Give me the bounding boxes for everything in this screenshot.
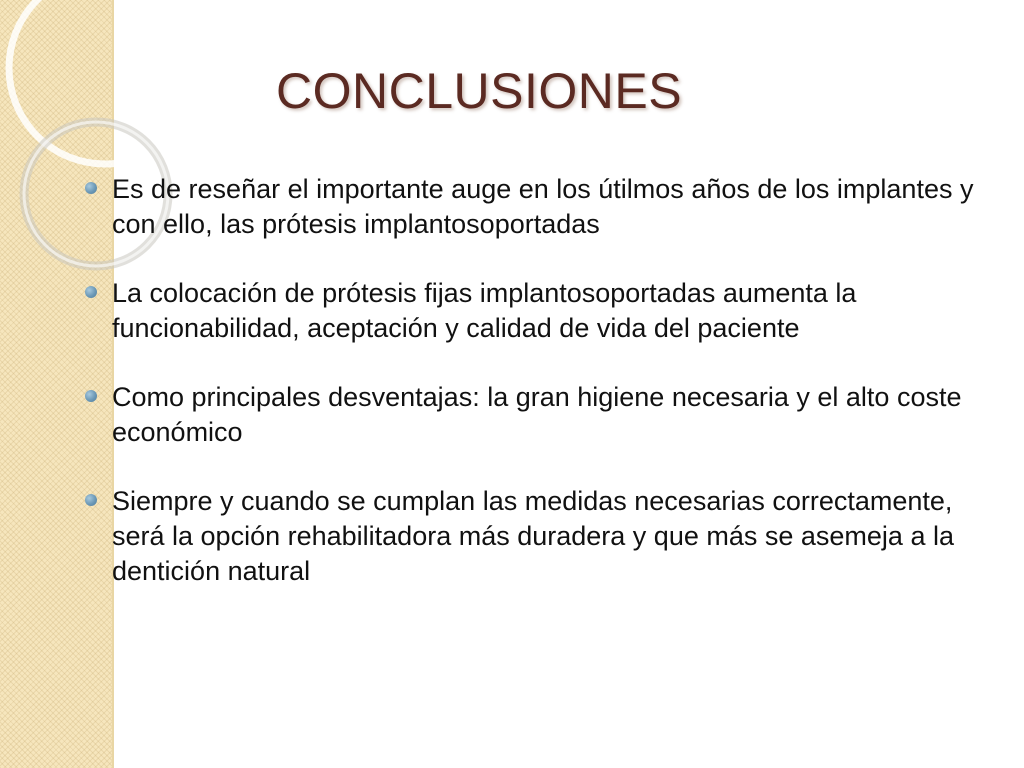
circle-bullet-icon: [85, 494, 97, 506]
bullet-text: La colocación de prótesis fijas implantosoportadas aumenta la funcionabilidad, aceptación y calidad de vida del paciente: [112, 278, 857, 343]
bullet-text: Es de reseñar el importante auge en los útilmos años de los implantes y con ello, las prótesis implantosoportadas: [112, 174, 974, 239]
circle-bullet-icon: [85, 182, 97, 194]
bullet-item: [112, 484, 1002, 589]
circle-bullet-icon: [85, 286, 97, 298]
circle-bullet-icon: [85, 390, 97, 402]
bullet-list: [112, 172, 1002, 623]
bullet-text: Siempre y cuando se cumplan las medidas necesarias correctamente, será la opción rehabilitadora más duradera y que más se asemeja a la dentición natural: [112, 486, 954, 586]
bullet-item: [112, 380, 1002, 450]
slide-title: CONCLUSIONES: [276, 63, 683, 119]
bullet-item: [112, 276, 1002, 346]
bullet-item: [112, 172, 1002, 242]
bullet-text: Como principales desventajas: la gran higiene necesaria y el alto coste económico: [112, 382, 962, 447]
